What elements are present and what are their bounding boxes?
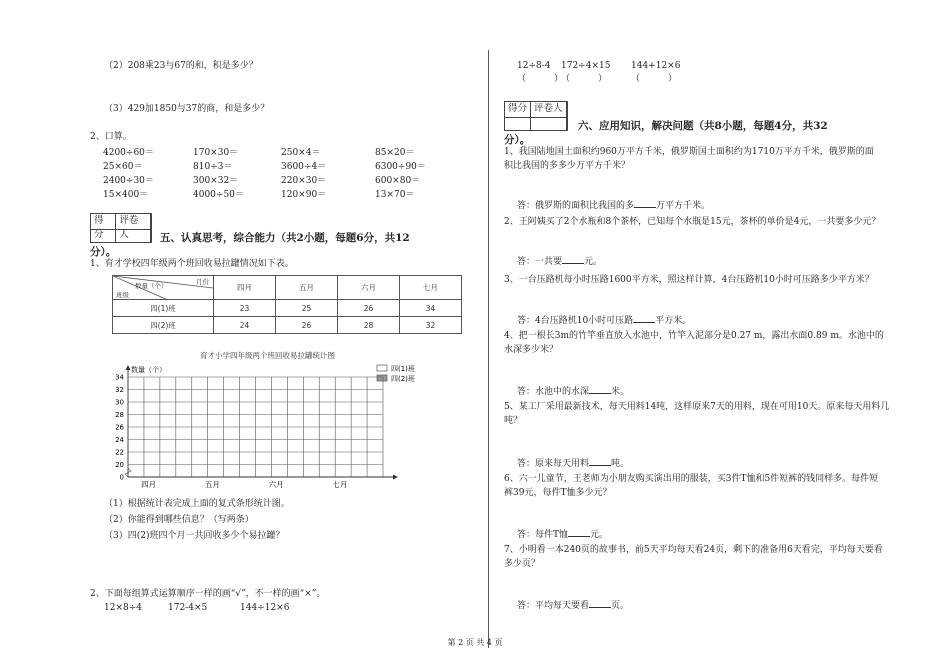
answer-6-3 [517,313,691,327]
y-axis-arrow [126,365,131,370]
question-6-1: 1、我国陆地国土面积约960万平方千米，俄罗斯国土面积约为1710万平方千米，俄罗斯的面 [504,147,874,157]
oral-item: 2400÷30＝ [103,176,154,186]
oral-item: 810÷3＝ [193,162,233,172]
table-header: 五月 [276,276,338,300]
stats-table [112,275,462,334]
oral-item: 13×70＝ [375,190,415,200]
answer-blank[interactable] [568,527,590,537]
legend-label-1: 四(1)班 [391,365,415,373]
paren-open: （ [517,74,527,84]
answer-suffix: 米。 [611,387,630,397]
order-item: 172-4×5 [168,603,208,613]
table-corner [113,276,214,300]
corner-month: 月份 [196,278,209,286]
answer-blank[interactable] [633,313,655,323]
score-box [504,101,568,131]
answer-parens [631,73,677,85]
table-cell: 23 [214,300,276,317]
order-item: 12×8÷4 [104,603,142,613]
x-tick-label: 四月 [141,480,157,489]
answer-suffix: 平方米。 [655,316,692,326]
y-tick-label: 26 [115,423,124,432]
answer-suffix: 元。 [590,530,609,540]
answer-suffix: 万平方千米。 [656,201,711,211]
row-label: 四(1)班 [113,300,214,317]
y-tick-label: 30 [115,398,124,407]
sub-question-2: （2）你能得到哪些信息？（写两条） [104,515,254,525]
row-label: 四(2)班 [113,317,214,334]
y-tick-label: 0 [119,473,124,482]
question-6-1-cont: 积比我国的多多少万平方千米？ [504,161,631,171]
grader-label: 评卷人 [531,102,567,130]
question-6-6: 6、六一儿童节，王老师为小朋友购买演出用的服装，买3件T恤和5件短裤的钱同样多。每件短 [504,474,879,484]
paren-close: ） [668,74,678,84]
oral-item: 250×4＝ [281,148,321,158]
answer-6-1 [517,198,710,212]
table-row [113,300,462,317]
table-cell: 34 [400,300,462,317]
question-6-7: 7、小明看一本240页的故事书，前5天平均每天看24页，剩下的准备用6天看完，平均每天要看 [504,545,883,555]
order-item: 144+12×6 [631,61,681,71]
answer-suffix: 页。 [611,601,630,611]
x-tick-label: 六月 [268,480,284,489]
table-header: 七月 [400,276,462,300]
oral-item: 85×20＝ [375,148,415,158]
answer-suffix: 吨。 [611,459,630,469]
x-tick-label: 五月 [204,480,220,489]
oral-item: 15×400＝ [103,190,149,200]
y-tick-label: 24 [115,436,124,444]
table-row [113,317,462,334]
question-6-6-cont: 裤39元，每件T恤多少元？ [504,488,612,498]
oral-item: 170×30＝ [193,148,239,158]
question-6-7-cont: 多少页？ [504,559,541,569]
answer-blank[interactable] [589,598,611,608]
oral-item: 4000÷50＝ [193,190,244,200]
order-item: 144÷12×6 [240,603,290,613]
answer-6-7 [517,598,629,612]
oral-calc-title: 2、口算。 [90,132,132,142]
score-label: 得分 [91,214,116,242]
order-item: 12÷8-4 [517,61,551,71]
table-cell: 25 [276,300,338,317]
score-blank-row [91,229,151,242]
paren-open: （ [561,74,571,84]
answer-6-2 [517,254,602,268]
corner-class: 班级 [116,291,129,299]
answer-prefix: 答：4台压路机10小时可压路 [517,316,634,326]
table-cell: 24 [214,317,276,334]
question-6-4-cont: 水深多少米？ [504,345,559,355]
legend-label-2: 四(2)班 [391,375,415,383]
chart-title: 育才小学四年级两个班回收易拉罐统计图 [200,351,335,360]
question-6-4: 4、把一根长3m的竹竿垂直放入水池中，竹竿入泥部分是0.27 m，露出水面0.89 m。水池中的 [504,331,884,341]
question-5-1: 1、育才学校四年级两个班回收易拉罐情况如下表。 [90,259,294,269]
table-cell: 28 [338,317,400,334]
table-header: 四月 [214,276,276,300]
y-tick-label: 34 [115,373,124,382]
answer-6-5 [517,456,629,470]
section-6-tail: 分）。 [504,134,531,146]
question-6-2: 2、王阿姨买了2个水瓶和8个茶杯，已知每个水瓶是15元，茶杯的单价是4元，一共要多少元？ [504,217,881,227]
question-5-2: 2、下面每组算式运算顺序一样的画“√”，不一样的画“×”。 [90,589,326,599]
y-axis-label: 数量（个） [131,366,166,374]
section-6-title: 六、应用知识，解决问题（共8小题，每题4分，共32 [578,120,828,132]
answer-parens [517,73,563,85]
y-tick-label: 20 [115,461,124,469]
answer-parens [561,73,607,85]
y-tick-label: 28 [115,411,124,419]
x-axis-arrow [393,475,398,480]
y-tick-label: 22 [115,448,124,457]
column-divider [488,50,489,648]
section-5-title: 五、认真思考，综合能力（共2小题，每题6分，共12 [160,232,410,244]
answer-blank[interactable] [589,456,611,466]
grader-label: 评卷人 [116,214,151,242]
table-header: 六月 [338,276,400,300]
corner-quantity: 数量（个） [135,282,168,290]
bar-chart [95,360,455,490]
answer-prefix: 答：平均每天要看 [517,601,590,611]
question-2-3: （3）429加1850与37的商，和是多少？ [104,104,270,114]
paren-close: ） [598,74,608,84]
question-6-3: 3、一台压路机每小时压路1600平方米，照这样计算，4台压路机10小时可压路多少平方米？ [504,275,874,285]
y-tick-label: 32 [115,386,124,394]
answer-suffix: 元。 [584,257,603,267]
x-tick-label: 七月 [332,480,348,489]
paren-open: （ [631,74,641,84]
legend-swatch-1 [377,365,387,371]
table-cell: 26 [338,300,400,317]
question-6-5-cont: 吨？ [504,416,523,426]
sub-question-3: （3）四(2)班四个月一共回收多少个易拉罐？ [104,531,285,541]
sub-question-1: （1）根据统计表完成上面的复式条形统计图。 [104,499,290,509]
paren-close: ） [554,74,564,84]
question-2-2: （2）208乘23与67的和，积是多少？ [104,61,258,71]
answer-prefix: 答：原来每天用料 [517,459,590,469]
page-footer: 第 2 页 共 4 页 [447,638,503,647]
oral-item: 300×32＝ [193,176,239,186]
score-box [90,213,152,243]
oral-item: 4200÷60＝ [103,148,154,158]
table-cell: 32 [400,317,462,334]
section-5-tail: 分）。 [90,246,117,258]
answer-6-4 [517,384,629,398]
answer-prefix: 答：俄罗斯的面积比我国的多 [517,201,635,211]
oral-item: 220×30＝ [281,176,327,186]
answer-6-6 [517,527,608,541]
oral-item: 120×90＝ [281,190,327,200]
legend-swatch-2 [377,375,387,381]
question-6-5: 5、某工厂采用最新技术，每天用料14吨，这样原来7天的用料，现在可用10天。原来每天用料几 [504,402,890,412]
answer-blank[interactable] [589,384,611,394]
table-cell: 26 [276,317,338,334]
oral-item: 600×80＝ [375,176,421,186]
answer-blank[interactable] [562,254,584,264]
score-blank-row [505,117,567,130]
score-label: 得分 [505,102,531,130]
answer-prefix: 答：一共要 [517,257,563,267]
answer-prefix: 答：每件T恤 [517,530,569,540]
order-item: 172÷4×15 [561,61,611,71]
answer-prefix: 答：水池中的水深 [517,387,590,397]
oral-item: 6300÷90＝ [375,162,426,172]
oral-item: 3600÷4＝ [281,162,327,172]
oral-item: 25×60＝ [103,162,143,172]
answer-blank[interactable] [634,198,656,208]
